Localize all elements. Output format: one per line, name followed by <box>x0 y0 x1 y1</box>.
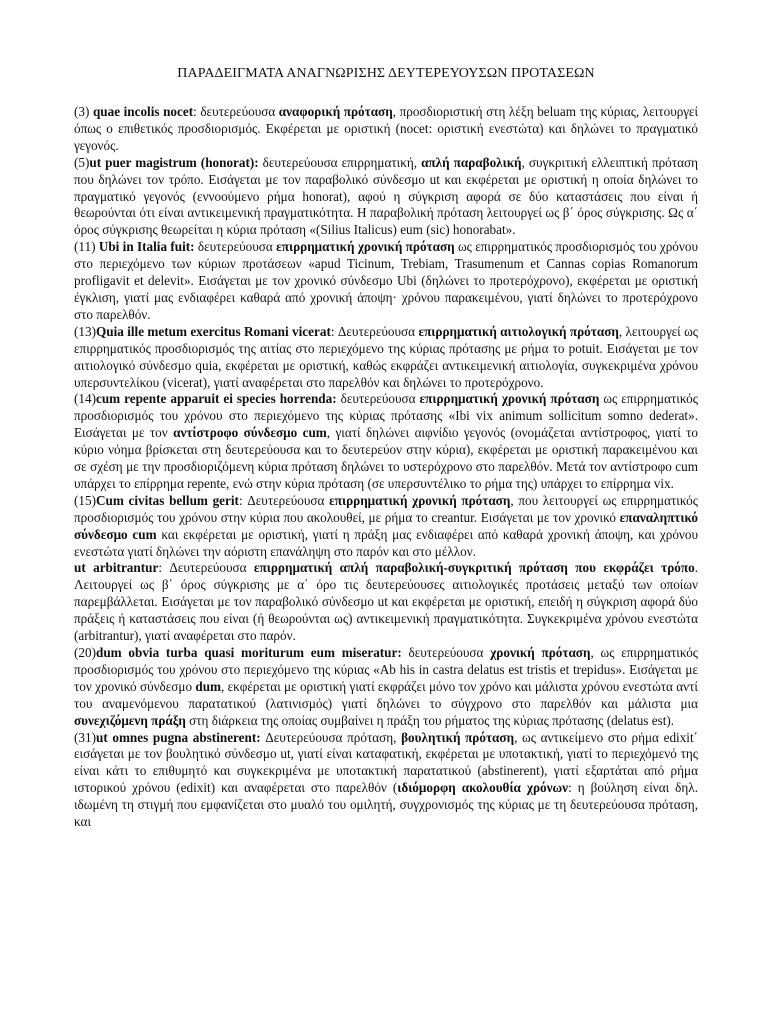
paragraph <box>74 391 698 492</box>
text-run: , που λειτουργεί ως επιρρηματικός προσδιορισμός του χρόνου στην κύρια που ακολουθεί, με ρήμα το creantur. Εισάγεται με τον χρονικό <box>74 492 698 525</box>
paragraph <box>74 730 698 831</box>
text-run: , εκφέρεται με οριστική γιατί εκφράζει μόνο τον χρόνο και μάλιστα χρόνου ενεστώτα αντί του αναμενόμενου παρατατικού (λατινισμός) γιατί δηλώνει το σύγχρονο στο παρελθόν και μάλιστα μια <box>74 678 698 711</box>
bold-run: επιρρηματική αιτιολογική πρόταση <box>418 323 619 339</box>
paragraph <box>74 155 698 240</box>
paragraph <box>74 104 698 155</box>
text-run: (11) <box>74 239 99 255</box>
bold-run: ιδιόμορφη ακολουθία χρόνων <box>397 780 569 796</box>
bold-run: αναφορική πρόταση <box>278 104 393 119</box>
bold-run: χρονική πρόταση <box>490 645 591 660</box>
text-run: , ως αντικείμενο στο ρήμα edixit΄ εισάγεται με τον βουλητικό σύνδεσμο ut, γιατί είναι καταφατική, εκφέρεται με υποτακτική, γιατί το περιεχόμενό της είναι κάτι το επιθυμητό και συγκεκριμένα με υποτακτική παρατατικού (abstinerent), γιατί εξαρτάται από ρήμα ιστορικού χρόνου (edixit) και αναφέρεται στο παρελθόν ( <box>74 729 699 796</box>
bold-run: ut omnes pugna abstinerent: <box>95 729 261 745</box>
bold-run: αντίστροφο σύνδεσμο cum <box>173 425 327 441</box>
bold-run: επιρρηματική χρονική πρόταση <box>419 391 600 407</box>
paragraph <box>74 324 698 392</box>
paragraph <box>74 493 698 561</box>
bold-run: cum repente apparuit ei species horrenda: <box>95 391 337 407</box>
text-run: : Δευτερεύουσα <box>158 560 254 576</box>
text-run: , γιατί δηλώνει αιφνίδιο γεγονός (ονομάζεται αντίστροφος, γιατί το κύριο νόημα βρίσκεται στη δευτερεύουσα και το δευτερεύον στην κύρια), εκφέρεται με οριστική παρακειμένου και σε σχέση με την προσδιοριζόμενη κύρια πρόταση δηλώνει το υστερόχρονο στο παρελθόν. Μετά τον αντίστροφο cum υπάρχει το επίρρημα repente, ενώ στην κύρια πρόταση (σε υπερσυντέλικο το ρήμα της) υπάρχει το επίρρημα vix. <box>74 425 699 491</box>
text-run: , συγκριτική ελλειπτική πρόταση που δηλώνει τον τρόπο. Εισάγεται με τον παραβολικό σύνδεσμο ut και εκφέρεται με οριστική η οποία δηλώνει το πραγματικό γεγονός (εννοούμενο ρήμα honorat), αφού η σύγκριση αφορά σε δύο καταστάσεις που είναι ή θεωρούνται ότι είναι αντικειμενική πραγματικότητα. Η παραβολική πρόταση λειτουργεί ως β΄ όρος σύγκρισης. Ως α΄ όρος σύγκρισης θεωρείται η κύρια πρόταση «(Silius Italicus) eum (sic) honorabat». <box>74 154 698 238</box>
text-run: , ως επιρρηματικός προσδιορισμός του χρόνου στο περιεχόμενο της κύριας «Ab his in castra delatus est tristis et trepidus». Εισάγεται με τον χρονικό σύνδεσμο <box>74 645 699 694</box>
document-title: ΠΑΡΑΔΕΙΓΜΑΤΑ ΑΝΑΓΝΩΡΙΣΗΣ ΔΕΥΤΕΡΕΥΟΥΣΩΝ ΠΡΟΤΑΣΕΩΝ <box>177 66 595 81</box>
bold-run: βουλητική πρόταση <box>401 729 515 745</box>
text-run: δευτερεύουσα <box>401 645 491 660</box>
bold-run: επιρρηματική χρονική πρόταση <box>329 492 511 508</box>
bold-run: dum obvia turba quasi moriturum eum miseratur: <box>95 645 402 660</box>
text-run: (3) <box>74 104 93 119</box>
bold-run: επιρρηματική χρονική πρόταση <box>276 239 455 255</box>
text-run: δευτερεύουσα <box>336 391 420 407</box>
bold-run: ut puer magistrum (honorat): <box>89 154 259 170</box>
text-run: δευτερεύουσα επιρρηματική, <box>258 154 422 170</box>
bold-run: συνεχιζόμενη πράξη <box>74 712 186 728</box>
bold-run: απλή παραβολική <box>421 154 522 170</box>
text-run: δευτερεύουσα <box>194 239 277 255</box>
text-run: . Λειτουργεί ως β΄ όρος σύγκρισης με α΄ όρο τις δευτερεύουσες αιτιολογικές προτάσεις μεταξύ των οποίων παρεμβάλλεται. Εισάγεται με τον παραβολικό σύνδεσμο ut και εκφέρεται με οριστική, επειδή η σύγκριση αφορά δύο πράξεις ή καταστάσεις που είναι (ή θεωρούνται ως) αντικειμενική πραγματικότητα. Συγκεκριμένα χρόνου ενεστώτα (arbitrantur), γιατί αναφέρεται στο παρόν. <box>74 560 698 644</box>
bold-run: dum <box>195 678 222 694</box>
text-run: ως επιρρηματικός προσδιορισμός του χρόνου στο περιεχόμενο της κύριας πρότασης «Ibi vix animum sollicitum somno dederat». Εισάγεται με τον <box>74 391 699 441</box>
document-body <box>74 104 698 831</box>
paragraph <box>74 560 698 645</box>
text-run: (13) <box>74 323 96 339</box>
bold-run: Cum civitas bellum gerit <box>95 492 239 508</box>
text-run: Δευτερεύουσα πρόταση, <box>260 729 402 745</box>
bold-run: Ubi in Italia fuit: <box>98 239 195 255</box>
bold-run: quae incolis nocet <box>92 104 194 119</box>
paragraph <box>74 645 698 730</box>
bold-run: επιρρηματική απλή παραβολική-συγκριτική πρόταση που εκφράζει τρόπο <box>253 560 695 576</box>
bold-run: Quia ille metum exercitus Romani vicerat <box>95 323 331 339</box>
bold-run: ut arbitrantur <box>74 560 159 576</box>
text-run: , λειτουργεί ως επιρρηματικός προσδιορισμός της αιτίας στο περιεχόμενο της κύριας πρότασης με ρήμα το potuit. Εισάγεται με τον αιτιολογικό σύνδεσμο quia, εκφέρεται με οριστική, καθώς εκφράζει αντικειμενική αιτιολογία, συγκεκριμένα χρόνου υπερσυντελίκου (vicerat), γιατί αναφέρεται στο παρελθόν και δηλώνει το προτερόχρονο. <box>74 323 698 390</box>
paragraph <box>74 239 698 324</box>
text-run: : Δευτερεύουσα <box>330 323 419 339</box>
text-run: (5) <box>74 154 90 170</box>
text-run: ως επιρρηματικός προσδιορισμός του χρόνου στο περιεχόμενο των κύριων προτάσεων «apud Ticinum, Trebiam, Trasumenum et Cannas copias Romanorum profligavit et delevit». Εισάγεται με τον χρονικό σύνδεσμο Ubi (δηλώνει το προτερόχρονο), εκφέρεται με οριστική έγκλιση, γιατί μας ενδιαφέρει καθαρά από χρονική άποψη· χρόνου παρακειμένου, γιατί δηλώνει το προτερόχρονο στο παρελθόν. <box>74 239 698 322</box>
text-run: στη διάρκεια της οποίας συμβαίνει η πράξη του ρήματος της κύριας πρότασης (delatus est). <box>185 712 675 728</box>
bold-run: επαναληπτικό σύνδεσμο cum <box>74 509 698 542</box>
text-run: (14) <box>74 391 96 407</box>
text-run: (31) <box>74 729 96 745</box>
text-run: : Δευτερεύουσα <box>238 492 330 508</box>
text-run: (15) <box>74 492 96 508</box>
text-run: και εκφέρεται με οριστική, γιατί η πράξη μας ενδιαφέρει από καθαρά χρονική άποψη, και χρόνου ενεστώτα γιατί δηλώνει την αόριστη επανάληψη στο παρόν και στο μέλλον. <box>74 526 698 559</box>
text-run: , προσδιοριστική στη λέξη beluam της κύριας, λειτουργεί όπως ο επιθετικός προσδιορισμός. Εκφέρεται με οριστική (nocet: οριστική ενεστώτα) και δηλώνει το πραγματικό γεγονός. <box>74 104 698 153</box>
text-run: : η βούληση είναι δηλ. ιδωμένη τη στιγμή που εμφανίζεται στο μυαλό του ομιλητή, συγχρονισμός της κύριας με τη δευτερεύουσα πρόταση, και <box>74 780 698 830</box>
text-run: : δευτερεύουσα <box>193 104 279 119</box>
text-run: (20) <box>74 645 96 660</box>
